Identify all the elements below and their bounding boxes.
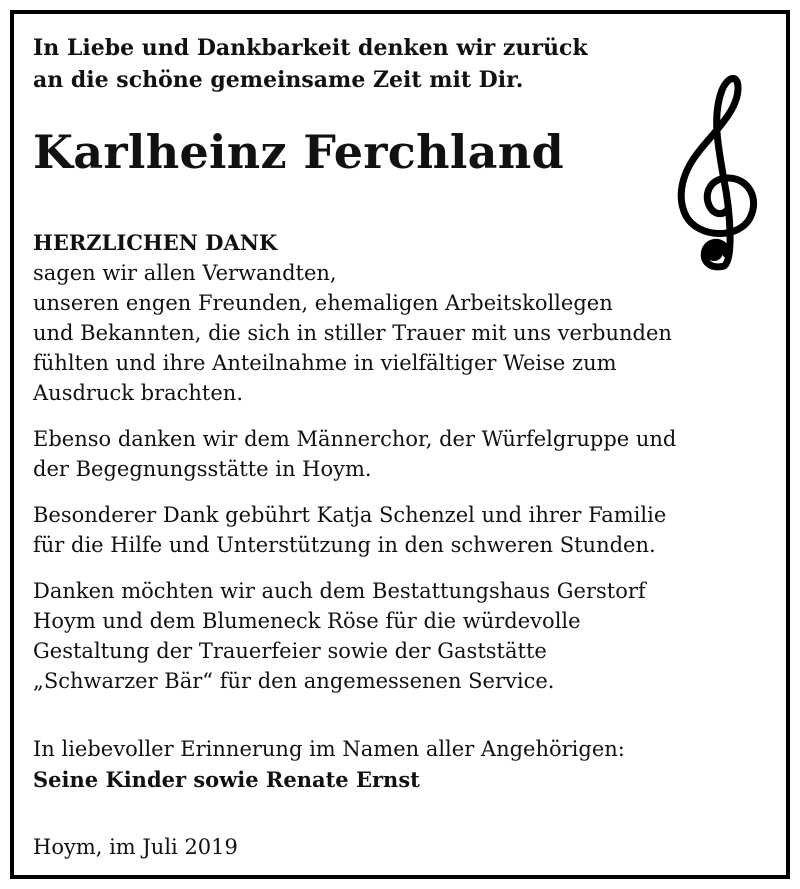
- text-line: für die Hilfe und Unterstützung in den schweren Stunden.: [33, 533, 656, 557]
- paragraph-thanks-choir: [33, 424, 773, 484]
- signers: Seine Kinder sowie Renate Ernst: [33, 767, 420, 792]
- paragraph-thanks-family: [33, 500, 773, 560]
- text-line: fühlten und ihre Anteilnahme in vielfältiger Weise zum: [33, 351, 617, 375]
- paragraph-thanks-services: [33, 576, 773, 696]
- text-line: unseren engen Freunden, ehemaligen Arbeitskollegen: [33, 291, 613, 315]
- remembrance-line: In liebevoller Erinnerung im Namen aller Angehörigen:: [33, 737, 625, 761]
- place-date: Hoym, im Juli 2019: [33, 835, 238, 859]
- intro-line: an die schöne gemeinsame Zeit mit Dir.: [33, 67, 524, 93]
- text-line: Gestaltung der Trauerfeier sowie der Gaststätte: [33, 639, 547, 663]
- text-line: der Begegnungsstätte in Hoym.: [33, 457, 372, 481]
- text-line: sagen wir allen Verwandten,: [33, 261, 337, 285]
- text-line: Danken möchten wir auch dem Bestattungshaus Gerstorf: [33, 579, 646, 603]
- intro-text: [33, 32, 773, 96]
- text-line: Ausdruck brachten.: [33, 381, 243, 405]
- text-line: Besonderer Dank gebührt Katja Schenzel und ihrer Familie: [33, 503, 667, 527]
- intro-line: In Liebe und Dankbarkeit denken wir zurück: [33, 35, 588, 61]
- paragraph-thanks-relatives: [33, 258, 773, 408]
- text-line: Ebenso danken wir dem Männerchor, der Würfelgruppe und: [33, 427, 677, 451]
- text-line: und Bekannten, die sich in stiller Trauer mit uns verbunden: [33, 321, 672, 345]
- notice-content: [33, 32, 773, 862]
- text-line: Hoym und dem Blumeneck Röse für die würdevolle: [33, 609, 581, 633]
- text-line: „Schwarzer Bär“ für den angemessenen Service.: [33, 669, 555, 693]
- deceased-name: Karlheinz Ferchland: [33, 125, 564, 179]
- thanks-heading: HERZLICHEN DANK: [33, 230, 278, 255]
